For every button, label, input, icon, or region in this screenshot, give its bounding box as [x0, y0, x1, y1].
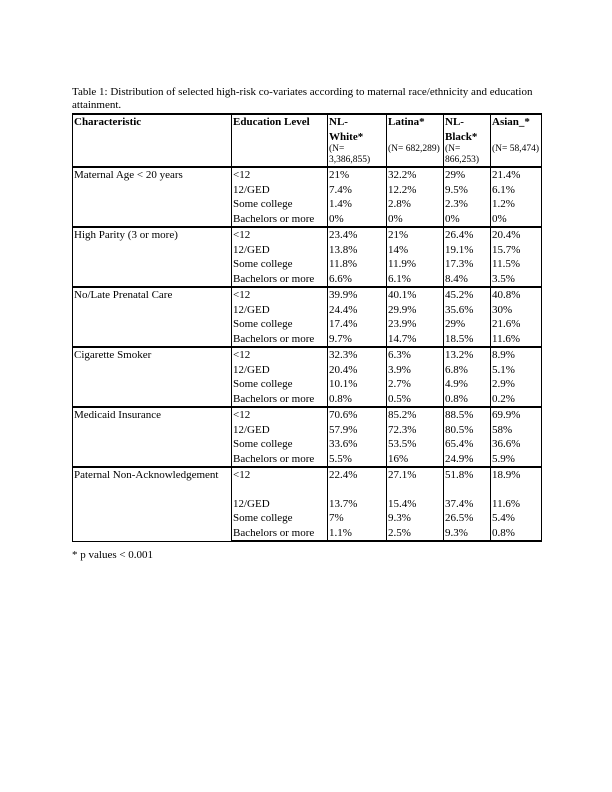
- value-cell: 85.2%: [387, 407, 444, 423]
- value-cell: 37.4%: [444, 497, 491, 512]
- characteristic-cell: High Parity (3 or more): [73, 227, 232, 287]
- header-nl-white: [328, 114, 387, 167]
- value-cell: 16%: [387, 452, 444, 468]
- value-cell: 33.6%: [328, 437, 387, 452]
- value-cell: 8.4%: [444, 272, 491, 288]
- value-cell: 24.4%: [328, 303, 387, 318]
- value-cell: 58%: [491, 423, 542, 438]
- value-cell: 11.6%: [491, 332, 542, 348]
- value-cell: 6.1%: [387, 272, 444, 288]
- value-cell: 40.8%: [491, 287, 542, 303]
- value-cell: 13.2%: [444, 347, 491, 363]
- education-cell: Bachelors or more: [232, 332, 328, 348]
- value-cell: 9.7%: [328, 332, 387, 348]
- value-cell: 57.9%: [328, 423, 387, 438]
- value-cell: 27.1%: [387, 467, 444, 483]
- value-cell: 70.6%: [328, 407, 387, 423]
- table-row: [73, 227, 542, 243]
- value-cell: 45.2%: [444, 287, 491, 303]
- value-cell: 40.1%: [387, 287, 444, 303]
- value-cell: 0.8%: [328, 392, 387, 408]
- value-cell: 5.5%: [328, 452, 387, 468]
- value-cell: 0.8%: [491, 526, 542, 542]
- value-cell: 2.9%: [491, 377, 542, 392]
- value-cell: 1.2%: [491, 197, 542, 212]
- value-cell: 0%: [444, 212, 491, 228]
- education-cell: Bachelors or more: [232, 526, 328, 542]
- education-cell: <12: [232, 467, 328, 483]
- value-cell: 5.1%: [491, 363, 542, 378]
- value-cell: 7%: [328, 511, 387, 526]
- value-cell: 17.3%: [444, 257, 491, 272]
- characteristic-cell: No/Late Prenatal Care: [73, 287, 232, 347]
- characteristic-cell: Cigarette Smoker: [73, 347, 232, 407]
- value-cell: 20.4%: [491, 227, 542, 243]
- value-cell: 22.4%: [328, 467, 387, 483]
- header-nl-black-name: NL-Black*: [445, 116, 478, 143]
- education-cell: Some college: [232, 257, 328, 272]
- value-cell: 6.1%: [491, 183, 542, 198]
- value-cell: [328, 483, 387, 497]
- value-cell: 9.3%: [387, 511, 444, 526]
- value-cell: 35.6%: [444, 303, 491, 318]
- education-cell: Bachelors or more: [232, 272, 328, 288]
- data-table: [72, 113, 542, 542]
- education-cell: <12: [232, 347, 328, 363]
- education-cell: 12/GED: [232, 243, 328, 258]
- value-cell: 29%: [444, 167, 491, 183]
- value-cell: 88.5%: [444, 407, 491, 423]
- row-group: [73, 467, 542, 541]
- table-row: [73, 467, 542, 483]
- table-row: [73, 167, 542, 183]
- education-cell: 12/GED: [232, 363, 328, 378]
- table-row: [73, 347, 542, 363]
- value-cell: 29%: [444, 317, 491, 332]
- row-group: [73, 287, 542, 347]
- education-cell: 12/GED: [232, 497, 328, 512]
- value-cell: 6.3%: [387, 347, 444, 363]
- characteristic-cell: Medicaid Insurance: [73, 407, 232, 467]
- value-cell: 0%: [491, 212, 542, 228]
- value-cell: 2.5%: [387, 526, 444, 542]
- value-cell: 24.9%: [444, 452, 491, 468]
- value-cell: 17.4%: [328, 317, 387, 332]
- value-cell: 32.2%: [387, 167, 444, 183]
- value-cell: 15.7%: [491, 243, 542, 258]
- header-nl-black: [444, 114, 491, 167]
- header-characteristic: Characteristic: [73, 114, 232, 167]
- value-cell: 9.3%: [444, 526, 491, 542]
- value-cell: 13.7%: [328, 497, 387, 512]
- value-cell: 11.5%: [491, 257, 542, 272]
- header-latina-name: Latina*: [388, 116, 425, 128]
- value-cell: 72.3%: [387, 423, 444, 438]
- education-cell: Some college: [232, 437, 328, 452]
- education-cell: Some college: [232, 511, 328, 526]
- value-cell: 12.2%: [387, 183, 444, 198]
- value-cell: 20.4%: [328, 363, 387, 378]
- characteristic-cell: Maternal Age < 20 years: [73, 167, 232, 227]
- value-cell: 19.1%: [444, 243, 491, 258]
- value-cell: 0.2%: [491, 392, 542, 408]
- header-latina-n: (N= 682,289): [388, 144, 440, 154]
- value-cell: 21.4%: [491, 167, 542, 183]
- education-cell: 12/GED: [232, 303, 328, 318]
- value-cell: 21%: [387, 227, 444, 243]
- value-cell: 1.4%: [328, 197, 387, 212]
- header-nl-white-n: (N= 3,386,855): [329, 144, 371, 165]
- education-cell: 12/GED: [232, 423, 328, 438]
- value-cell: 0.5%: [387, 392, 444, 408]
- value-cell: 3.9%: [387, 363, 444, 378]
- value-cell: 6.8%: [444, 363, 491, 378]
- education-cell: <12: [232, 407, 328, 423]
- value-cell: 21%: [328, 167, 387, 183]
- value-cell: 7.4%: [328, 183, 387, 198]
- value-cell: [491, 483, 542, 497]
- value-cell: 39.9%: [328, 287, 387, 303]
- header-asian-name: Asian_*: [492, 116, 530, 128]
- value-cell: 23.9%: [387, 317, 444, 332]
- value-cell: 65.4%: [444, 437, 491, 452]
- value-cell: 1.1%: [328, 526, 387, 542]
- value-cell: 80.5%: [444, 423, 491, 438]
- value-cell: 26.5%: [444, 511, 491, 526]
- value-cell: 69.9%: [491, 407, 542, 423]
- value-cell: 6.6%: [328, 272, 387, 288]
- education-cell: Some college: [232, 197, 328, 212]
- header-nl-white-name: NL-White*: [329, 116, 364, 143]
- value-cell: 14%: [387, 243, 444, 258]
- value-cell: 10.1%: [328, 377, 387, 392]
- value-cell: 2.3%: [444, 197, 491, 212]
- value-cell: 13.8%: [328, 243, 387, 258]
- table-caption: Table 1: Distribution of selected high-risk co-variates according to maternal race/ethnicity and education attainment.: [72, 86, 533, 111]
- value-cell: 30%: [491, 303, 542, 318]
- value-cell: 3.5%: [491, 272, 542, 288]
- value-cell: 8.9%: [491, 347, 542, 363]
- row-group: [73, 407, 542, 467]
- row-group: [73, 167, 542, 227]
- value-cell: 0.8%: [444, 392, 491, 408]
- header-latina: [387, 114, 444, 167]
- row-group: [73, 347, 542, 407]
- value-cell: 11.9%: [387, 257, 444, 272]
- characteristic-cell: Paternal Non-Acknowledgement: [73, 467, 232, 541]
- header-row: [73, 114, 542, 167]
- value-cell: 18.9%: [491, 467, 542, 483]
- value-cell: 5.9%: [491, 452, 542, 468]
- row-group: [73, 227, 542, 287]
- value-cell: 53.5%: [387, 437, 444, 452]
- value-cell: 51.8%: [444, 467, 491, 483]
- value-cell: 15.4%: [387, 497, 444, 512]
- education-cell: Bachelors or more: [232, 212, 328, 228]
- education-cell: 12/GED: [232, 183, 328, 198]
- footnote: * p values < 0.001: [72, 549, 154, 561]
- header-asian: [491, 114, 542, 167]
- header-education: Education Level: [232, 114, 328, 167]
- value-cell: 18.5%: [444, 332, 491, 348]
- education-cell: <12: [232, 167, 328, 183]
- value-cell: [444, 483, 491, 497]
- education-cell: Bachelors or more: [232, 452, 328, 468]
- value-cell: 2.8%: [387, 197, 444, 212]
- education-cell: Some college: [232, 317, 328, 332]
- header-nl-black-n: (N= 866,253): [445, 144, 480, 165]
- value-cell: 21.6%: [491, 317, 542, 332]
- value-cell: 9.5%: [444, 183, 491, 198]
- education-cell: <12: [232, 227, 328, 243]
- value-cell: 11.8%: [328, 257, 387, 272]
- header-asian-n: (N= 58,474): [492, 144, 540, 154]
- value-cell: 5.4%: [491, 511, 542, 526]
- value-cell: 23.4%: [328, 227, 387, 243]
- value-cell: 0%: [387, 212, 444, 228]
- education-cell: <12: [232, 287, 328, 303]
- value-cell: 36.6%: [491, 437, 542, 452]
- value-cell: 2.7%: [387, 377, 444, 392]
- table-row: [73, 407, 542, 423]
- value-cell: 11.6%: [491, 497, 542, 512]
- value-cell: 0%: [328, 212, 387, 228]
- education-cell: Some college: [232, 377, 328, 392]
- value-cell: 14.7%: [387, 332, 444, 348]
- value-cell: 32.3%: [328, 347, 387, 363]
- value-cell: [387, 483, 444, 497]
- value-cell: 26.4%: [444, 227, 491, 243]
- education-cell: [232, 483, 328, 497]
- value-cell: 4.9%: [444, 377, 491, 392]
- education-cell: Bachelors or more: [232, 392, 328, 408]
- table-row: [73, 287, 542, 303]
- value-cell: 29.9%: [387, 303, 444, 318]
